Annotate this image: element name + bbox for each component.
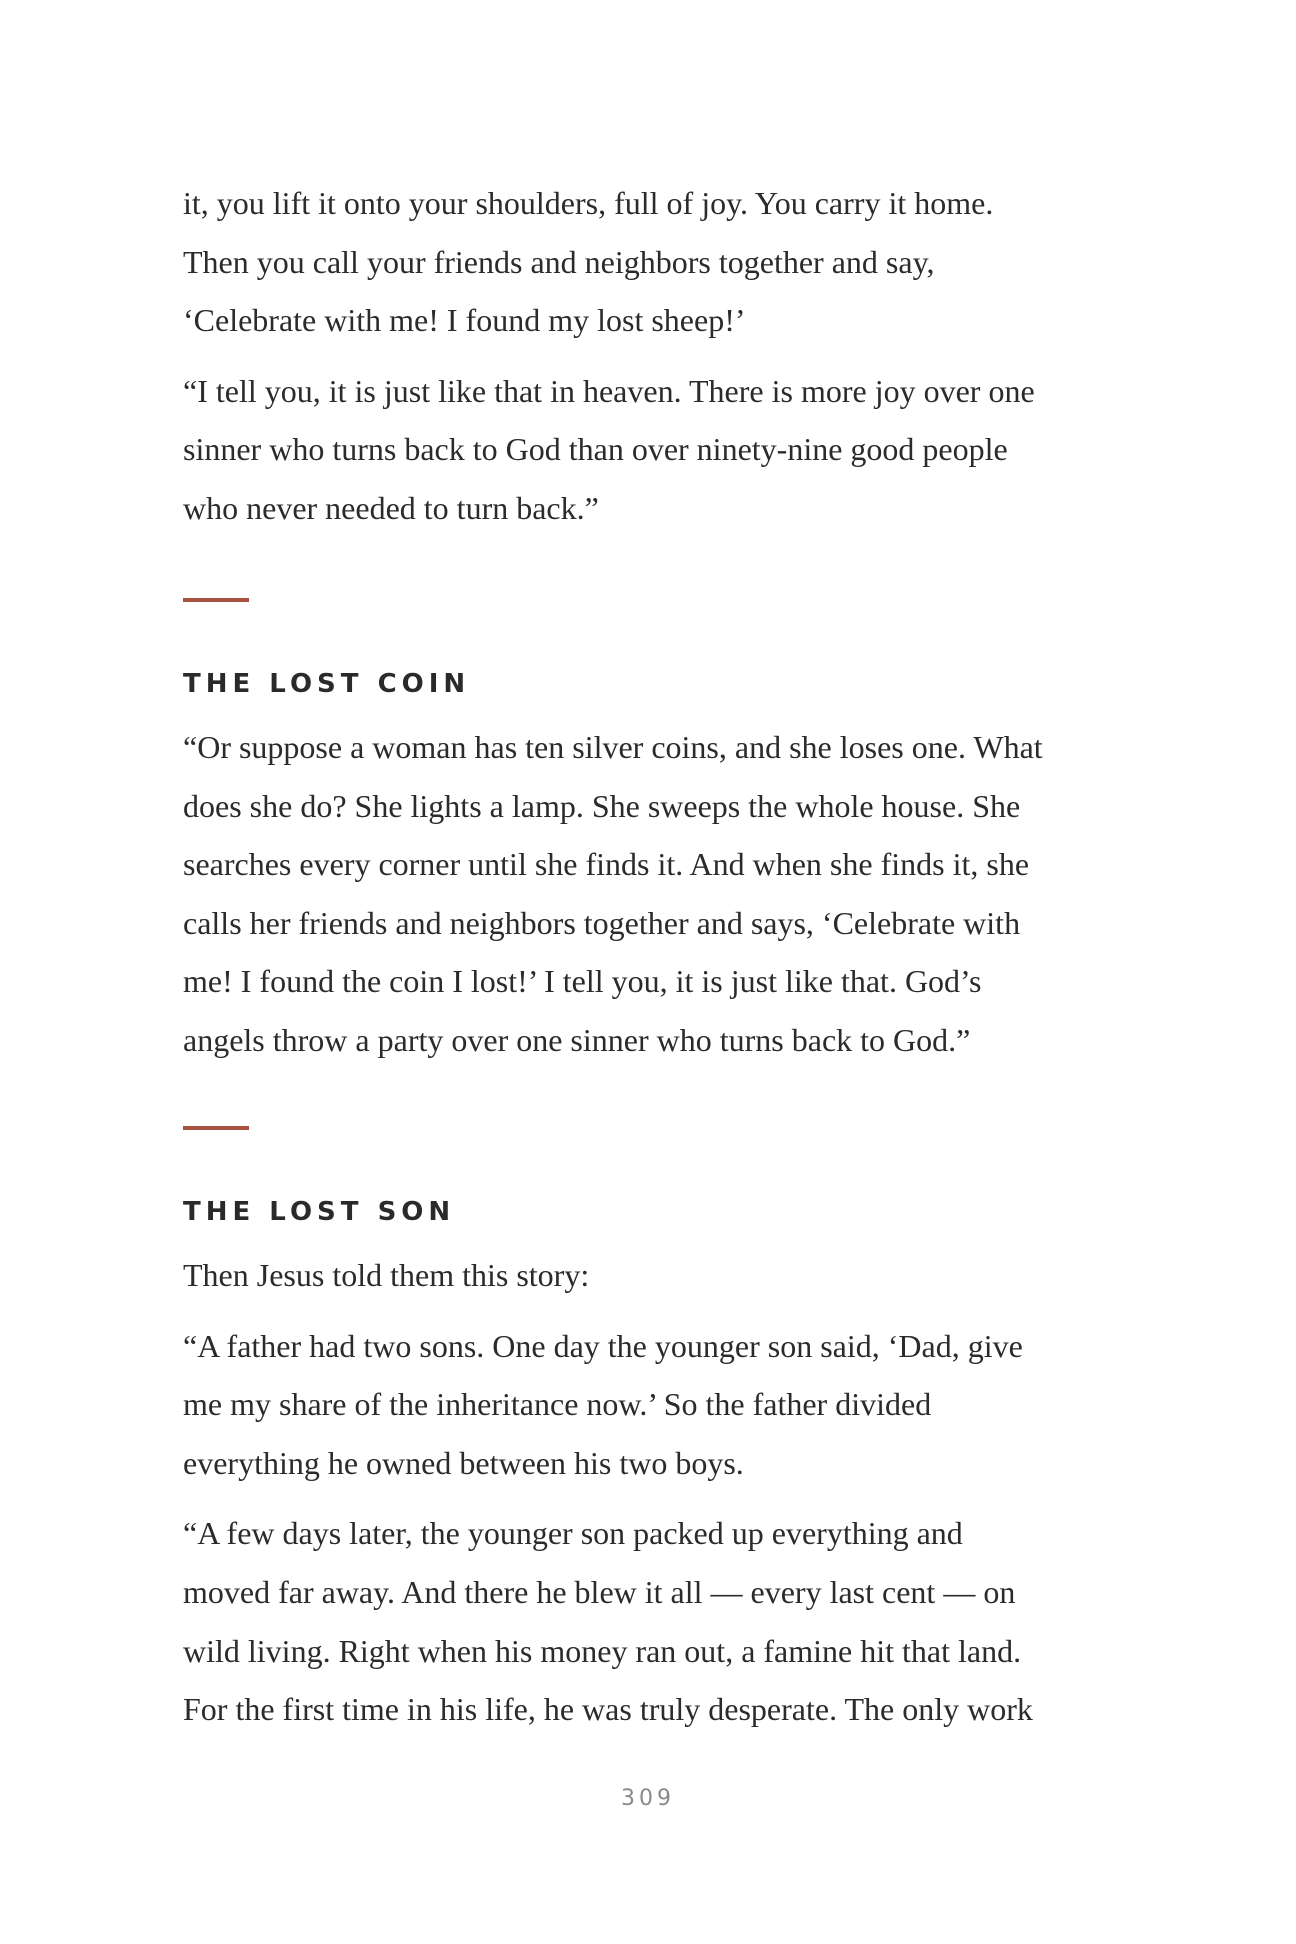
- lost-son-heading-block: [183, 1183, 1123, 1242]
- lost-coin-heading-block: [183, 655, 1123, 714]
- lost-coin-section: [183, 718, 1123, 1082]
- lost-son-paragraph-2: “A father had two sons. One day the younger son said, ‘Dad, give me my share of the inheritance now.’ So the father divided everything he owned between his two boys.: [183, 1327, 1023, 1481]
- section-divider-rule: [183, 598, 249, 602]
- section-heading-lost-coin: THE LOST COIN: [183, 669, 471, 699]
- intro-paragraph-1: it, you lift it onto your shoulders, full of joy. You carry it home. Then you call your friends and neighbors together and say, ‘Celebrate with me! I found my lost sheep!’: [183, 185, 994, 339]
- lost-coin-paragraph-1: “Or suppose a woman has ten silver coins, and she loses one. What does she do? She lights a lamp. She sweeps the whole house. She searches every corner until she finds it. And when she finds it, she calls her friends and neighbors together and says, ‘Celebrate with me! I found the coin I lost!’ I tell you, it is just like that. God’s angels throw a party over one sinner who turns back to God.”: [183, 729, 1043, 1058]
- lost-son-section: [183, 1246, 1123, 1751]
- lost-son-paragraph-1: Then Jesus told them this story:: [183, 1257, 590, 1293]
- intro-section: [183, 174, 1123, 550]
- intro-paragraph-2: “I tell you, it is just like that in heaven. There is more joy over one sinner who turns back to God than over ninety-nine good people who never needed to turn back.”: [183, 372, 1035, 526]
- section-heading-lost-son: THE LOST SON: [183, 1197, 456, 1227]
- page-number: 309: [621, 1786, 675, 1811]
- lost-son-paragraph-3: “A few days later, the younger son packed up everything and moved far away. And there he blew it all — every last cent — on wild living. Right when his money ran out, a famine hit that land. For the first time in his life, he was truly desperate. The only work: [183, 1515, 1033, 1728]
- section-divider-rule: [183, 1126, 249, 1130]
